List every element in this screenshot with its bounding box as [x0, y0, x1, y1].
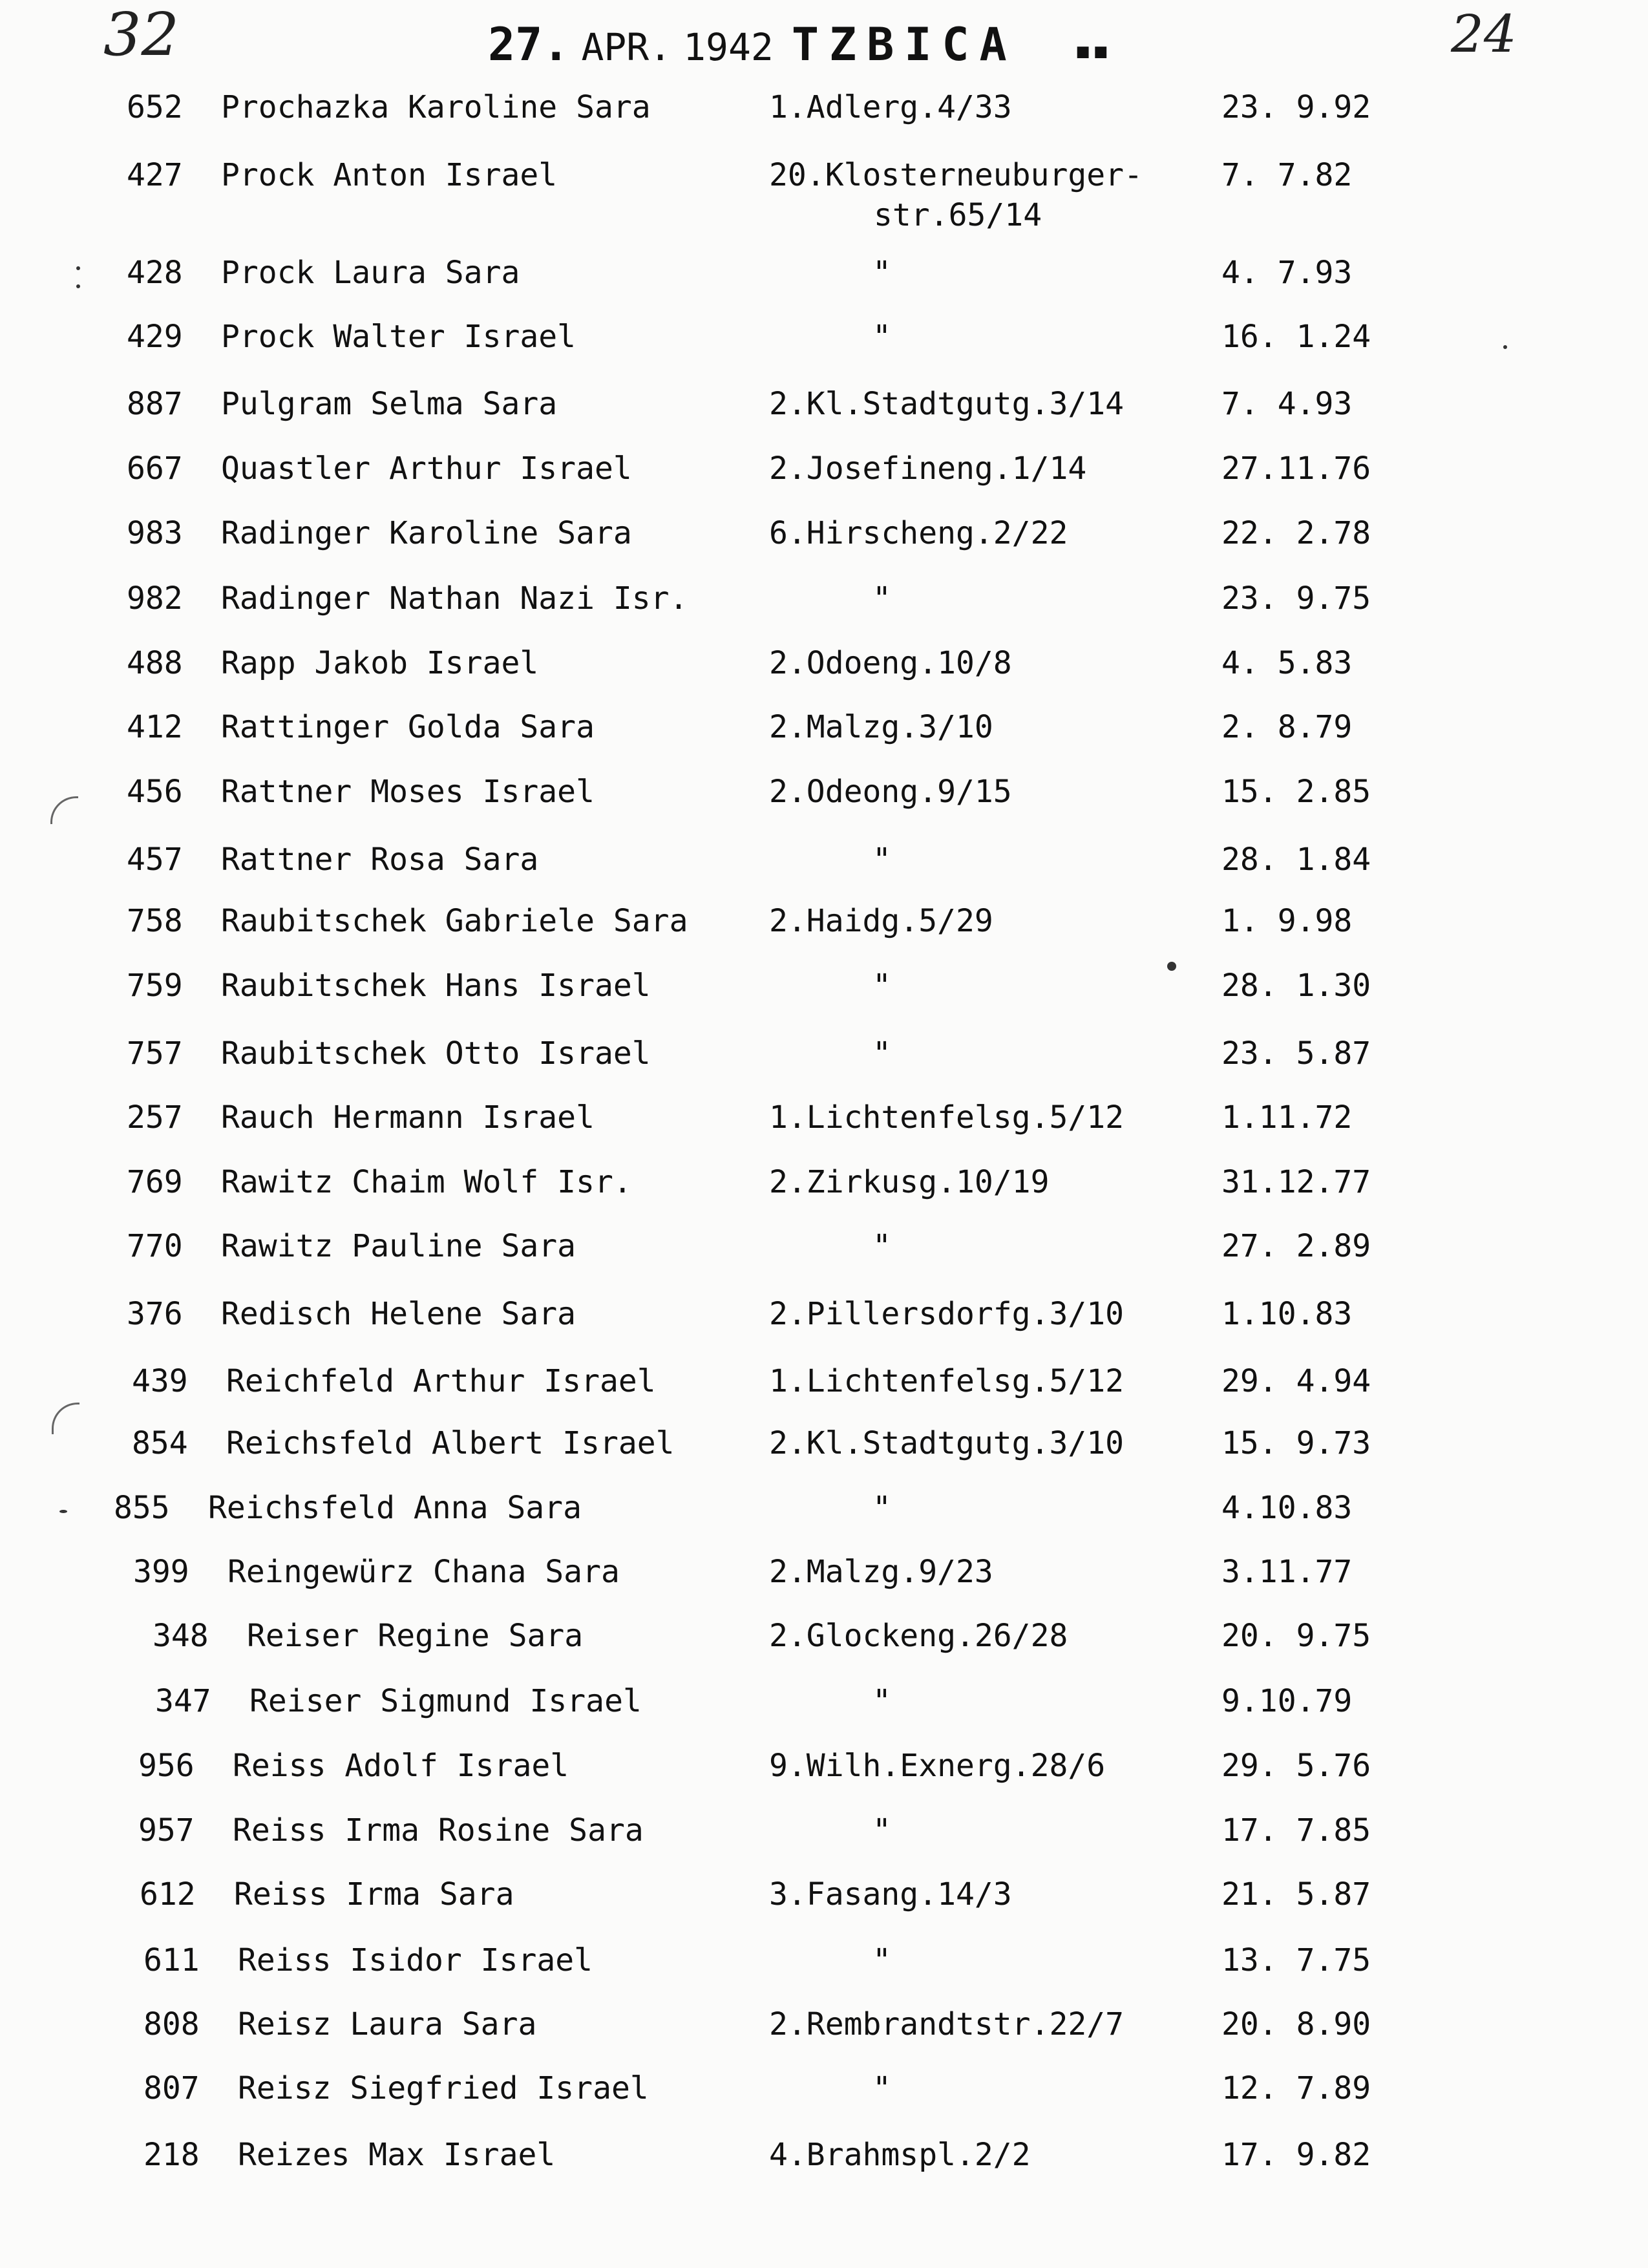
register-row: [0, 1164, 1648, 1216]
birth-date: 2. 8.79: [1221, 709, 1353, 745]
person-name: Reisz Siegfried Israel: [238, 2070, 649, 2106]
person-name: Reisz Laura Sara: [238, 2006, 537, 2042]
address: ": [872, 1812, 891, 1849]
address: ": [872, 580, 891, 617]
birth-date: 20. 8.90: [1221, 2006, 1371, 2042]
birth-date: 22. 2.78: [1221, 515, 1371, 551]
person-name: Redisch Helene Sara: [221, 1296, 576, 1332]
birth-date: 9.10.79: [1221, 1683, 1353, 1719]
person-name: Rawitz Pauline Sara: [221, 1228, 576, 1264]
entry-number: 428: [127, 255, 183, 291]
address-continuation: str.65/14: [874, 197, 1042, 233]
address: 2.Kl.Stadtgutg.3/14: [769, 386, 1125, 422]
address: 2.Zirkusg.10/19: [769, 1164, 1050, 1200]
entry-number: 376: [127, 1296, 183, 1332]
address: 2.Pillersdorfg.3/10: [769, 1296, 1125, 1332]
register-row: [0, 903, 1648, 955]
register-row: [0, 1296, 1648, 1348]
entry-number: 887: [127, 386, 183, 422]
entry-number: 982: [127, 580, 183, 617]
birth-date: 12. 7.89: [1221, 2070, 1371, 2106]
entry-number: 257: [127, 1099, 183, 1136]
entry-number: 757: [127, 1035, 183, 1072]
address: 2.Josefineng.1/14: [769, 450, 1087, 487]
birth-date: 1.11.72: [1221, 1099, 1353, 1136]
person-name: Raubitschek Otto Israel: [221, 1035, 651, 1072]
register-row: [0, 1035, 1648, 1087]
address: 1.Lichtenfelsg.5/12: [769, 1099, 1125, 1136]
entry-number: 769: [127, 1164, 183, 1200]
register-row: [0, 774, 1648, 825]
register-row: [0, 2070, 1648, 2122]
handwritten-page-number-left: 32: [103, 0, 180, 69]
register-row: [0, 1425, 1648, 1477]
entry-number: 429: [127, 319, 183, 355]
register-row: [0, 1942, 1648, 1994]
register-row: [0, 1099, 1648, 1151]
register-row: [0, 645, 1648, 697]
birth-date: 27. 2.89: [1221, 1228, 1371, 1264]
register-row: [0, 319, 1648, 370]
person-name: Reichsfeld Anna Sara: [208, 1490, 582, 1526]
birth-date: 1. 9.98: [1221, 903, 1353, 939]
person-name: Rapp Jakob Israel: [221, 645, 539, 681]
register-row: [0, 450, 1648, 502]
birth-date: 31.12.77: [1221, 1164, 1371, 1200]
address: 9.Wilh.Exnerg.28/6: [769, 1748, 1106, 1784]
birth-date: 3.11.77: [1221, 1554, 1353, 1590]
entry-number: 488: [127, 645, 183, 681]
address: ": [872, 1683, 891, 1719]
person-name: Radinger Karoline Sara: [221, 515, 632, 551]
entry-number: 770: [127, 1228, 183, 1264]
person-name: Reingewürz Chana Sara: [227, 1554, 620, 1590]
person-name: Reiss Adolf Israel: [233, 1748, 569, 1784]
entry-number: 855: [114, 1490, 170, 1526]
birth-date: 27.11.76: [1221, 450, 1371, 487]
birth-date: 20. 9.75: [1221, 1618, 1371, 1654]
entry-number: 439: [132, 1363, 188, 1399]
entry-number: 348: [153, 1618, 209, 1654]
birth-date: 13. 7.75: [1221, 1942, 1371, 1978]
person-name: Reiss Irma Sara: [234, 1876, 514, 1913]
person-name: Prock Walter Israel: [221, 319, 576, 355]
address: 1.Adlerg.4/33: [769, 89, 1012, 125]
register-row: [0, 842, 1648, 893]
person-name: Reichfeld Arthur Israel: [226, 1363, 656, 1399]
register-row: [0, 1618, 1648, 1669]
register-row: [0, 515, 1648, 567]
person-name: Rattner Rosa Sara: [221, 842, 539, 878]
register-row: [0, 1748, 1648, 1799]
birth-date: 4. 7.93: [1221, 255, 1353, 291]
register-row: [0, 1812, 1648, 1864]
register-row: [0, 1683, 1648, 1735]
register-row: [0, 709, 1648, 761]
register-row: [0, 1554, 1648, 1606]
entry-number: 456: [127, 774, 183, 810]
address: 2.Odeong.9/15: [769, 774, 1012, 810]
register-row: [0, 1228, 1648, 1280]
entry-number: 957: [138, 1812, 195, 1849]
person-name: Prock Anton Israel: [221, 157, 558, 193]
entry-number: 983: [127, 515, 183, 551]
person-name: Reizes Max Israel: [238, 2137, 556, 2173]
person-name: Rauch Hermann Israel: [221, 1099, 595, 1136]
address: 1.Lichtenfelsg.5/12: [769, 1363, 1125, 1399]
entry-number: 808: [143, 2006, 200, 2042]
stamp-mark: ▪▪: [1073, 32, 1110, 67]
register-row: [0, 89, 1648, 141]
birth-date: 4.10.83: [1221, 1490, 1353, 1526]
entry-number: 347: [155, 1683, 211, 1719]
birth-date: 15. 2.85: [1221, 774, 1371, 810]
address: 2.Glockeng.26/28: [769, 1618, 1068, 1654]
birth-date: 16. 1.24: [1221, 319, 1371, 355]
entry-number: 611: [143, 1942, 200, 1978]
birth-date: 21. 5.87: [1221, 1876, 1371, 1913]
stamp-month: APR.: [581, 25, 672, 69]
person-name: Reichsfeld Albert Israel: [226, 1425, 675, 1461]
address: ": [872, 255, 891, 291]
person-name: Quastler Arthur Israel: [221, 450, 632, 487]
birth-date: 28. 1.84: [1221, 842, 1371, 878]
birth-date: 15. 9.73: [1221, 1425, 1371, 1461]
person-name: Prock Laura Sara: [221, 255, 520, 291]
entry-number: 612: [140, 1876, 196, 1913]
register-row: [0, 386, 1648, 438]
person-name: Prochazka Karoline Sara: [221, 89, 651, 125]
register-row: [0, 1363, 1648, 1415]
address: ": [872, 842, 891, 878]
birth-date: 23. 9.92: [1221, 89, 1371, 125]
register-row: [0, 157, 1648, 233]
address: 2.Odoeng.10/8: [769, 645, 1012, 681]
address: ": [872, 1228, 891, 1264]
register-row: [0, 255, 1648, 306]
person-name: Pulgram Selma Sara: [221, 386, 558, 422]
person-name: Reiser Sigmund Israel: [249, 1683, 642, 1719]
register-row: [0, 580, 1648, 632]
register-row: [0, 2137, 1648, 2189]
address: ": [872, 968, 891, 1004]
address: 2.Kl.Stadtgutg.3/10: [769, 1425, 1125, 1461]
register-row: [0, 1876, 1648, 1928]
address: 6.Hirscheng.2/22: [769, 515, 1068, 551]
register-row: [0, 968, 1648, 1019]
stamp-day: 27.: [488, 18, 570, 71]
entry-number: 807: [143, 2070, 200, 2106]
birth-date: 23. 5.87: [1221, 1035, 1371, 1072]
address: ": [872, 1942, 891, 1978]
entry-number: 758: [127, 903, 183, 939]
address: ": [872, 319, 891, 355]
entry-number: 652: [127, 89, 183, 125]
entry-number: 759: [127, 968, 183, 1004]
person-name: Reiss Isidor Israel: [238, 1942, 593, 1978]
address: 2.Haidg.5/29: [769, 903, 993, 939]
person-name: Reiss Irma Rosine Sara: [233, 1812, 644, 1849]
stamp-place: TZBICA: [791, 18, 1017, 71]
birth-date: 17. 7.85: [1221, 1812, 1371, 1849]
address: 20.Klosterneuburger-: [769, 157, 1143, 193]
birth-date: 28. 1.30: [1221, 968, 1371, 1004]
birth-date: 1.10.83: [1221, 1296, 1353, 1332]
register-row: [0, 2006, 1648, 2058]
stamp-year: 1942: [683, 25, 774, 69]
entry-number: 667: [127, 450, 183, 487]
register-row: [0, 1490, 1648, 1542]
entry-number: 854: [132, 1425, 188, 1461]
birth-date: 17. 9.82: [1221, 2137, 1371, 2173]
person-name: Reiser Regine Sara: [247, 1618, 584, 1654]
address: 2.Rembrandtstr.22/7: [769, 2006, 1125, 2042]
date-stamp: [488, 18, 1110, 71]
birth-date: 29. 4.94: [1221, 1363, 1371, 1399]
entry-number: 412: [127, 709, 183, 745]
entry-number: 956: [138, 1748, 195, 1784]
address: ": [872, 1035, 891, 1072]
address: ": [872, 2070, 891, 2106]
person-name: Raubitschek Hans Israel: [221, 968, 651, 1004]
entry-number: 218: [143, 2137, 200, 2173]
person-name: Raubitschek Gabriele Sara: [221, 903, 688, 939]
birth-date: 7. 4.93: [1221, 386, 1353, 422]
person-name: Rattner Moses Israel: [221, 774, 595, 810]
entry-number: 399: [133, 1554, 189, 1590]
entry-number: 427: [127, 157, 183, 193]
birth-date: 23. 9.75: [1221, 580, 1371, 617]
birth-date: 4. 5.83: [1221, 645, 1353, 681]
birth-date: 29. 5.76: [1221, 1748, 1371, 1784]
birth-date: 7. 7.82: [1221, 157, 1353, 193]
address: ": [872, 1490, 891, 1526]
address: 4.Brahmspl.2/2: [769, 2137, 1031, 2173]
person-name: Rawitz Chaim Wolf Isr.: [221, 1164, 632, 1200]
entry-number: 457: [127, 842, 183, 878]
address: 2.Malzg.3/10: [769, 709, 993, 745]
person-name: Rattinger Golda Sara: [221, 709, 595, 745]
address: 2.Malzg.9/23: [769, 1554, 993, 1590]
address: 3.Fasang.14/3: [769, 1876, 1012, 1913]
handwritten-page-number-right: 24: [1451, 4, 1517, 64]
person-name: Radinger Nathan Nazi Isr.: [221, 580, 688, 617]
